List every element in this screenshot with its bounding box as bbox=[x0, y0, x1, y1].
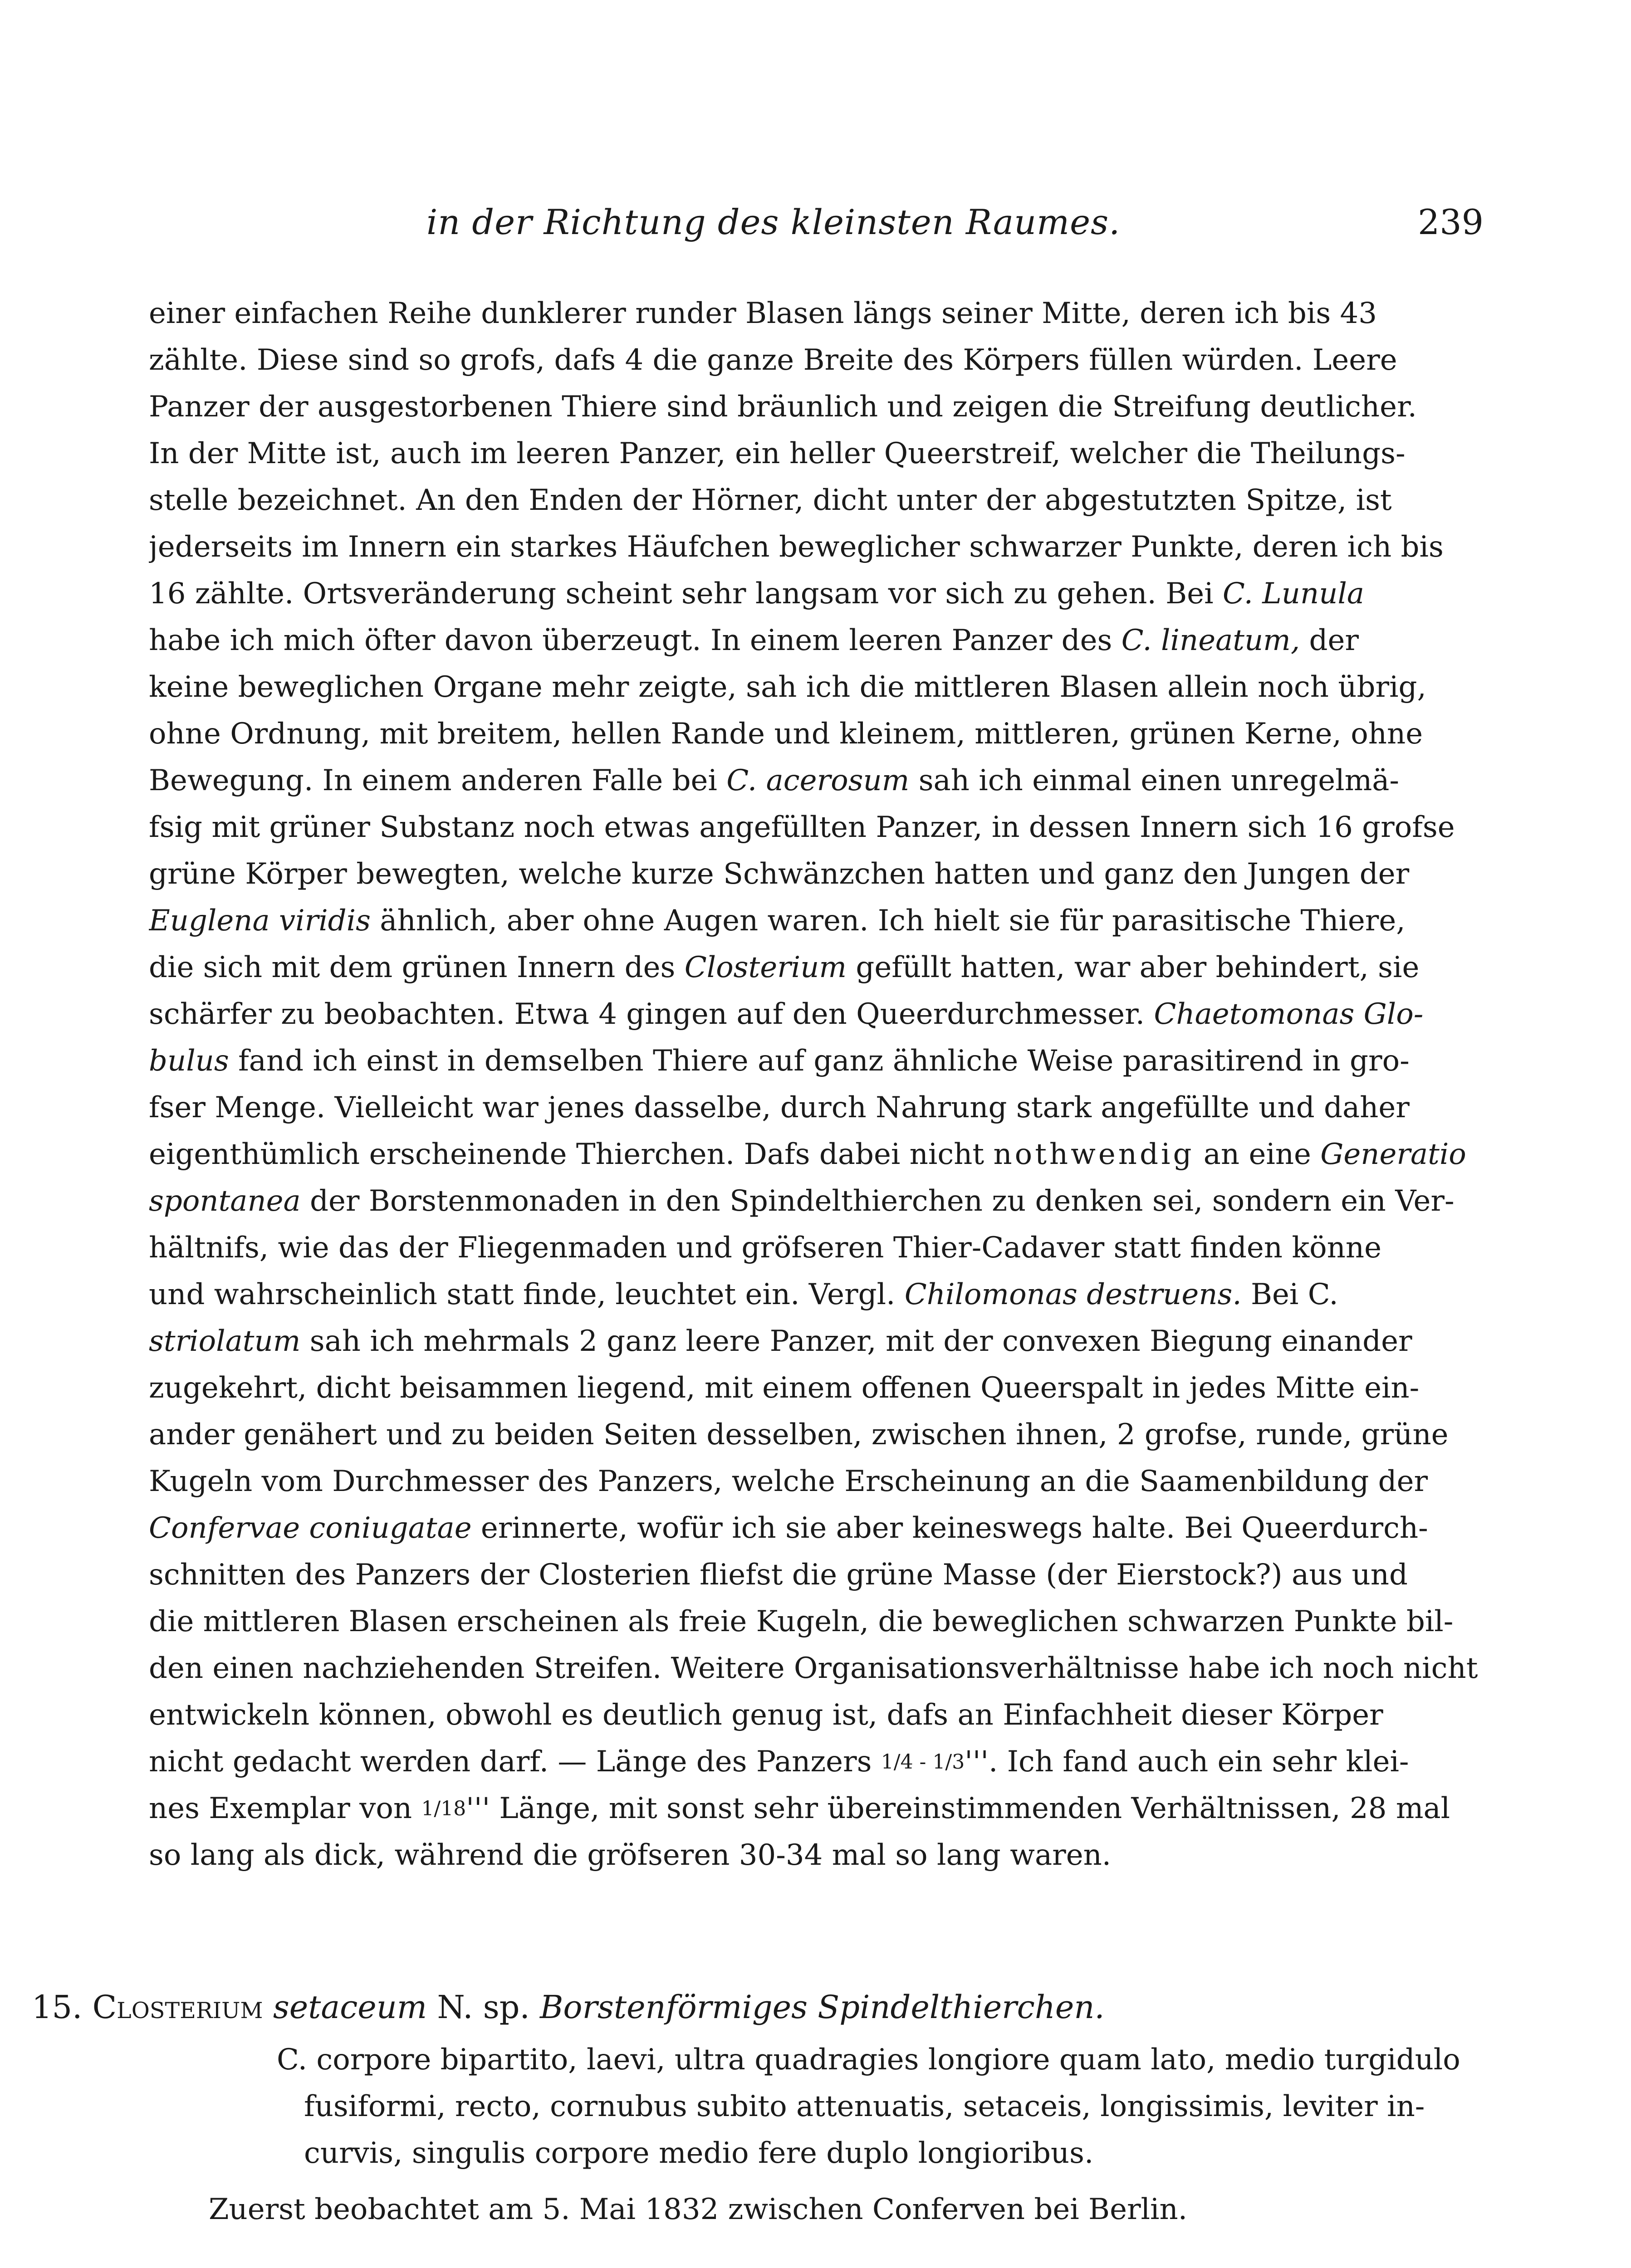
taxon-name: C. acerosum bbox=[726, 764, 910, 797]
text-line bbox=[149, 1131, 1480, 1178]
fraction: 1/18 bbox=[421, 1797, 466, 1820]
text-run: erinnerte, wofür ich sie aber keineswegs halte. Bei Queerdurch- bbox=[471, 1511, 1428, 1545]
emphasis: nothwendig bbox=[993, 1138, 1195, 1171]
text-run: sah ich mehrmals 2 ganz leere Panzer, mit der convexen Biegung einander bbox=[300, 1325, 1412, 1358]
text-run: eigenthümlich erscheinende Thierchen. Dafs dabei nicht bbox=[149, 1138, 994, 1171]
text-line bbox=[149, 1739, 1480, 1785]
text-line: fsig mit grüner Substanz noch etwas angefüllten Panzer, in dessen Innern sich 16 grofse bbox=[149, 811, 1455, 844]
text-run: der bbox=[1300, 624, 1359, 657]
text-line: entwickeln können, obwohl es deutlich genug ist, dafs an Einfachheit dieser Körper bbox=[149, 1698, 1383, 1732]
text-line bbox=[149, 571, 1480, 617]
text-line: ander genähert und zu beiden Seiten desselben, zwischen ihnen, 2 grofse, runde, grüne bbox=[149, 1418, 1449, 1452]
text-line: In der Mitte ist, auch im leeren Panzer, ein heller Queerstreif, welcher die Theilungs- bbox=[149, 437, 1406, 470]
text-line: Kugeln vom Durchmesser des Panzers, welche Erscheinung an die Saamenbildung der bbox=[149, 1465, 1428, 1498]
text-run: an eine bbox=[1194, 1138, 1321, 1171]
text-line bbox=[149, 1318, 1480, 1365]
text-run: 16 zählte. Ortsveränderung scheint sehr langsam vor sich zu gehen. Bei bbox=[149, 577, 1223, 611]
text-line: zählte. Diese sind so grofs, dafs 4 die ganze Breite des Körpers füllen würden. Leere bbox=[149, 343, 1397, 377]
text-run: habe ich mich öfter davon überzeugt. In einem leeren Panzer des bbox=[149, 624, 1122, 657]
text-run: Bei C. bbox=[1241, 1278, 1338, 1311]
text-line bbox=[149, 758, 1480, 804]
species-heading bbox=[32, 1982, 1484, 2032]
running-title: in der Richtung des kleinsten Raumes. bbox=[426, 202, 1121, 242]
taxon-name: spontanea bbox=[149, 1184, 301, 1218]
text-line bbox=[149, 617, 1480, 664]
body-paragraph bbox=[149, 290, 1480, 1879]
taxon-name: striolatum bbox=[149, 1325, 301, 1358]
text-run: gefüllt hatten, war aber behindert, sie bbox=[847, 951, 1420, 984]
new-species-mark: N. sp. bbox=[437, 1989, 530, 2026]
diagnosis-line: fusiformi, recto, cornubus subito attenuatis, setaceis, longissimis, leviter in- bbox=[304, 2090, 1425, 2123]
text-line: keine beweglichen Organe mehr zeigte, sah ich die mittleren Blasen allein noch übrig, bbox=[149, 670, 1426, 704]
text-line: einer einfachen Reihe dunklerer runder Blasen längs seiner Mitte, deren ich bis 43 bbox=[149, 297, 1377, 330]
taxon-name: Euglena viridis bbox=[149, 904, 371, 938]
fraction: 1/4 - 1/3 bbox=[881, 1750, 965, 1774]
text-run: schärfer zu beobachten. Etwa 4 gingen auf den Queerdurchmesser. bbox=[149, 997, 1154, 1031]
diagnosis-line: curvis, singulis corpore medio fere duplo longioribus. bbox=[304, 2136, 1094, 2170]
text-run: Bewegung. In einem anderen Falle bei bbox=[149, 764, 727, 797]
taxon-name: C. Lunula bbox=[1222, 577, 1365, 611]
text-line: Panzer der ausgestorbenen Thiere sind bräunlich und zeigen die Streifung deutlicher. bbox=[149, 390, 1417, 424]
text-line: grüne Körper bewegten, welche kurze Schwänzchen hatten und ganz den Jungen der bbox=[149, 857, 1410, 891]
text-run: '''. Ich fand auch ein sehr klei- bbox=[965, 1745, 1409, 1779]
text-run: der Borstenmonaden in den Spindelthierchen zu denken sei, sondern ein Ver- bbox=[300, 1184, 1455, 1218]
text-line bbox=[149, 991, 1480, 1038]
text-line bbox=[149, 944, 1480, 991]
species-epithet: setaceum bbox=[273, 1989, 427, 2026]
text-line: die mittleren Blasen erscheinen als freie Kugeln, die beweglichen schwarzen Punkte bil- bbox=[149, 1605, 1454, 1638]
text-run: sah ich einmal einen unregelmä- bbox=[909, 764, 1400, 797]
observation-note: Zuerst beobachtet am 5. Mai 1832 zwischen Conferven bei Berlin. bbox=[209, 2193, 1188, 2226]
taxon-name: Closterium bbox=[684, 951, 847, 984]
text-line: so lang als dick, während die gröfseren 30-34 mal so lang waren. bbox=[149, 1838, 1112, 1872]
taxon-name: Confervae coniugatae bbox=[149, 1511, 472, 1545]
diagnosis-line: C. corpore bipartito, laevi, ultra quadragies longiore quam lato, medio turgidulo bbox=[277, 2043, 1460, 2077]
text-run: und wahrscheinlich statt finde, leuchtet ein. Vergl. bbox=[149, 1278, 905, 1311]
text-line bbox=[149, 1271, 1480, 1318]
text-run: nes Exemplar von bbox=[149, 1792, 421, 1825]
text-line: stelle bezeichnet. An den Enden der Hörner, dicht unter der abgestutzten Spitze, ist bbox=[149, 484, 1392, 517]
text-line: zugekehrt, dicht beisammen liegend, mit einem offenen Queerspalt in jedes Mitte ein- bbox=[149, 1371, 1420, 1405]
text-line: schnitten des Panzers der Closterien fliefst die grüne Masse (der Eierstock?) aus und bbox=[149, 1558, 1408, 1592]
text-line bbox=[149, 1038, 1480, 1085]
taxon-name: bulus bbox=[149, 1044, 229, 1078]
taxon-name: C. lineatum, bbox=[1121, 624, 1300, 657]
text-line: ohne Ordnung, mit breitem, hellen Rande und kleinem, mittleren, grünen Kerne, ohne bbox=[149, 717, 1423, 751]
genus-name: Closterium bbox=[92, 1989, 263, 2026]
taxon-name: Chaetomonas Glo- bbox=[1154, 997, 1424, 1031]
text-line: hältnifs, wie das der Fliegenmaden und gröfseren Thier-Cadaver statt finden könne bbox=[149, 1231, 1381, 1265]
species-number: 15. bbox=[32, 1989, 83, 2026]
text-run: nicht gedacht werden darf. — Länge des Panzers bbox=[149, 1745, 881, 1779]
latin-diagnosis bbox=[277, 2037, 1479, 2177]
taxon-name: Generatio bbox=[1320, 1138, 1466, 1171]
text-run: die sich mit dem grünen Innern des bbox=[149, 951, 685, 984]
text-line bbox=[149, 1785, 1480, 1832]
text-run: fand ich einst in demselben Thiere auf ganz ähnliche Weise parasitirend in gro- bbox=[229, 1044, 1410, 1078]
page-header bbox=[145, 202, 1484, 256]
text-line bbox=[149, 1178, 1480, 1225]
text-line: jederseits im Innern ein starkes Häufchen beweglicher schwarzer Punkte, deren ich bis bbox=[149, 530, 1444, 564]
taxon-name: Chilomonas destruens. bbox=[904, 1278, 1242, 1311]
text-run: ähnlich, aber ohne Augen waren. Ich hielt sie für parasitische Thiere, bbox=[370, 904, 1406, 938]
text-line: fser Menge. Vielleicht war jenes dasselbe, durch Nahrung stark angefüllte und daher bbox=[149, 1091, 1410, 1124]
text-run: ''' Länge, mit sonst sehr übereinstimmenden Verhältnissen, 28 mal bbox=[466, 1792, 1450, 1825]
text-line bbox=[149, 898, 1480, 944]
text-line: den einen nachziehenden Streifen. Weitere Organisationsverhältnisse habe ich noch nicht bbox=[149, 1652, 1478, 1685]
common-name: Borstenförmiges Spindelthierchen. bbox=[539, 1989, 1105, 2026]
text-line bbox=[149, 1505, 1480, 1552]
page-number: 239 bbox=[1417, 202, 1484, 242]
